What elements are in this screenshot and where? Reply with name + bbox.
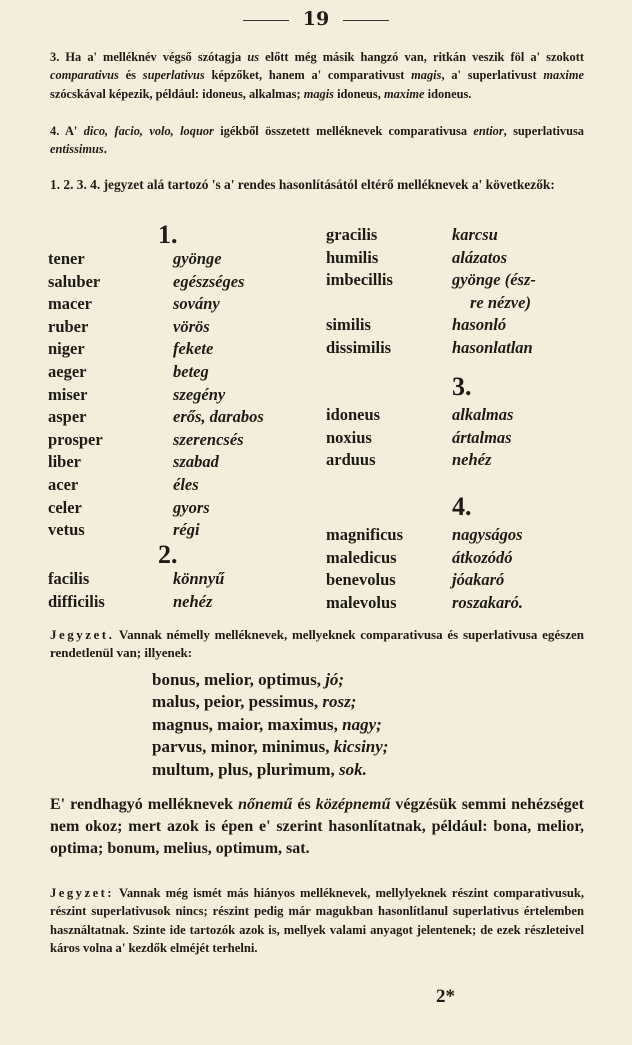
hungarian-word: hasonló: [452, 315, 507, 335]
note-1: Jegyzet. Vannak némelly melléknevek, mellyeknek comparativusa és superlativusa egészen rendetlenül van; illyenek:: [50, 627, 584, 661]
irregular-form-line: malus, peior, pessimus, rosz;: [152, 692, 357, 712]
note-label: Jegyzet.: [50, 627, 115, 642]
latin-word: dissimilis: [326, 337, 392, 357]
hungarian-word: gyors: [173, 497, 210, 517]
latin-word: arduus: [326, 450, 376, 470]
latin-word: ruber: [48, 316, 89, 336]
page-number: 19: [302, 8, 330, 30]
header-rule-left: [243, 20, 289, 21]
hungarian-word: fekete: [173, 339, 214, 359]
paragraph-3: 3. Ha a' melléknév végső szótagja us előtt még másik hangzó van, ritkán veszik föl a' szokott comparativus és superlativus képzőket, hanem a' comparativust magis, a' superlativust maxime szócskával képezik, például: idoneus, alkalmas; magis idoneus, maxime idoneus.: [50, 50, 585, 101]
hungarian-word: hasonlatlan: [452, 337, 533, 357]
latin-word: imbecillis: [326, 270, 393, 290]
group-3-latin-list: [326, 404, 380, 472]
hungarian-word: karcsu: [452, 225, 498, 244]
group-4-latin-list: [326, 524, 403, 614]
hungarian-word: ártalmas: [452, 427, 512, 447]
hungarian-word: szegény: [173, 384, 226, 404]
hungarian-word: régi: [173, 520, 200, 540]
latin-word: malevolus: [326, 592, 397, 612]
irregular-form-line: magnus, maior, maximus, nagy;: [152, 714, 382, 734]
latin-word: noxius: [326, 427, 372, 447]
signature-mark: 2*: [436, 986, 455, 1007]
hungarian-word: éles: [173, 474, 199, 494]
hungarian-word: jóakaró: [452, 570, 505, 590]
hungarian-word: vörös: [173, 316, 210, 336]
hungarian-word: alázatos: [452, 247, 508, 267]
hungarian-word: egészséges: [173, 271, 245, 291]
latin-word: liber: [48, 452, 81, 472]
hungarian-word: erős, darabos: [173, 407, 264, 427]
latin-word: prosper: [48, 429, 103, 449]
irregular-form-line: bonus, melior, optimus, jó;: [152, 670, 345, 689]
latin-word: gracilis: [326, 225, 378, 244]
latin-word: [326, 292, 393, 315]
group-a-hungarian-list: [452, 224, 536, 360]
hungarian-word: nehéz: [452, 450, 492, 470]
latin-word: aeger: [48, 361, 87, 381]
latin-word: facilis: [48, 569, 90, 588]
header-rule-right: [343, 20, 389, 21]
latin-word: similis: [326, 315, 371, 335]
latin-word: saluber: [48, 271, 101, 291]
irregular-form-line: multum, plus, plurimum, sok.: [152, 759, 367, 779]
hungarian-word: nehéz: [173, 591, 213, 611]
group-2-hungarian-list: [173, 568, 224, 613]
latin-word: niger: [48, 339, 85, 359]
group-2-latin-list: [48, 568, 105, 613]
hungarian-word: gyönge: [173, 249, 222, 268]
latin-word: macer: [48, 294, 92, 314]
hungarian-word: könnyű: [173, 569, 225, 588]
group-1-hungarian-list: [173, 248, 264, 542]
latin-word: tener: [48, 249, 85, 268]
latin-word: vetus: [48, 520, 85, 540]
hungarian-word: sovány: [173, 294, 220, 314]
group-3-heading: 3.: [452, 372, 472, 401]
hungarian-word: nagyságos: [452, 525, 523, 544]
hungarian-word: gyönge (ész-: [452, 270, 536, 290]
group-4-heading: 4.: [452, 492, 472, 521]
irregular-forms-list: [152, 669, 388, 781]
paragraph-4: 4. A' dico, facio, volo, loquor igékből összetett melléknevek comparativusa entior, superlativusa entissimus.: [50, 124, 585, 157]
latin-word: difficilis: [48, 591, 105, 611]
hungarian-word: alkalmas: [452, 405, 514, 424]
latin-word: benevolus: [326, 570, 396, 590]
hungarian-word: re nézve): [470, 292, 531, 312]
hungarian-word: roszakaró.: [452, 592, 524, 612]
latin-word: celer: [48, 497, 82, 517]
group-2-heading: 2.: [158, 540, 178, 569]
latin-word: idoneus: [326, 405, 381, 424]
latin-word: magnificus: [326, 525, 404, 544]
group-a-latin-list: [326, 224, 393, 360]
irregular-form-line: parvus, minor, minimus, kicsiny;: [152, 737, 389, 757]
latin-word: humilis: [326, 247, 379, 267]
paragraph-5: E' rendhagyó melléknevek nőnemű és középnemű végzésük semmi nehézséget nem okoz; mert azok is épen e' szerint hasonlítatnak, például: bona, melior, optima; bonum, melius, optimum, sat.: [50, 796, 585, 858]
group-3-hungarian-list: [452, 404, 513, 472]
latin-word: miser: [48, 384, 88, 404]
hungarian-word: szabad: [173, 452, 219, 472]
hungarian-word: átkozódó: [452, 547, 513, 567]
hungarian-word: beteg: [173, 361, 209, 381]
latin-word: maledicus: [326, 547, 397, 567]
group-4-hungarian-list: [452, 524, 523, 614]
note-label: Jegyzet:: [50, 886, 115, 900]
page-header: [0, 8, 632, 30]
group-1-heading: 1.: [158, 220, 178, 249]
group-1-latin-list: [48, 248, 103, 542]
hungarian-word: szerencsés: [173, 429, 244, 449]
latin-word: acer: [48, 474, 79, 494]
latin-word: asper: [48, 407, 87, 427]
note-2: Jegyzet: Vannak még ismét más hiányos melléknevek, mellylyeknek részint comparativusuk, részint superlativusok nincs; részint pedig már magukban hasonlítlanul superlativus értelemben használtatnak. Szinte ide tartozók azok is, mellyek valami anyagot jelentenek; de ezek részleteivel káros volna a' kezdők elméjét terhelni.: [50, 886, 584, 955]
list-intro: 1. 2. 3. 4. jegyzet alá tartozó 's a' rendes hasonlításától eltérő melléknevek a' következők:: [50, 177, 555, 192]
